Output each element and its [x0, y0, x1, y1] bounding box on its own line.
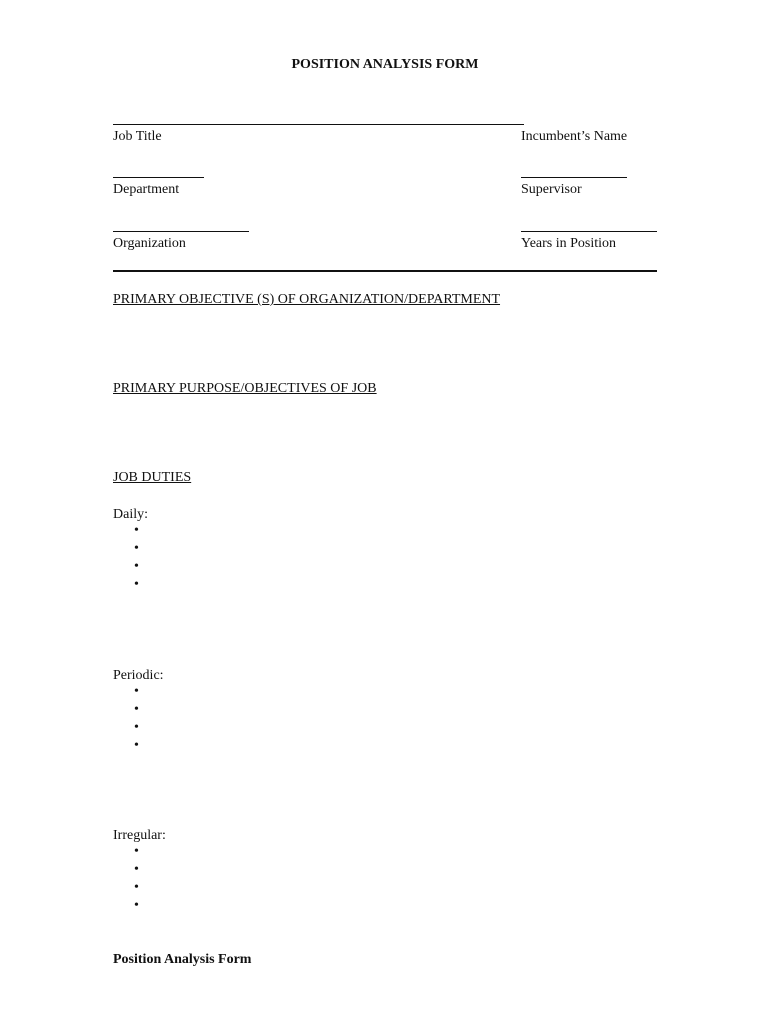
- irregular-bullet-2: •: [134, 862, 139, 877]
- periodic-bullet-2: •: [134, 702, 139, 717]
- periodic-bullet-1: •: [134, 684, 139, 699]
- job-title-line[interactable]: [113, 124, 524, 125]
- department-line[interactable]: [113, 177, 204, 178]
- job-title-label: Job Title: [113, 129, 162, 144]
- supervisor-label: Supervisor: [521, 182, 582, 197]
- page-title: POSITION ANALYSIS FORM: [291, 57, 479, 72]
- footer-title: Position Analysis Form: [113, 952, 252, 967]
- daily-bullet-4: •: [134, 577, 139, 592]
- irregular-label: Irregular:: [113, 828, 166, 843]
- daily-bullet-1: •: [134, 523, 139, 538]
- years-line[interactable]: [521, 231, 657, 232]
- department-label: Department: [113, 182, 180, 197]
- primary-objective-heading: PRIMARY OBJECTIVE (S) OF ORGANIZATION/DEPARTMENT: [113, 292, 501, 307]
- daily-bullet-3: •: [134, 559, 139, 574]
- daily-bullet-2: •: [134, 541, 139, 556]
- job-duties-heading: JOB DUTIES: [113, 470, 192, 485]
- supervisor-line[interactable]: [521, 177, 627, 178]
- daily-label: Daily:: [113, 507, 148, 522]
- irregular-bullet-1: •: [134, 844, 139, 859]
- periodic-label: Periodic:: [113, 668, 164, 683]
- primary-purpose-heading: PRIMARY PURPOSE/OBJECTIVES OF JOB: [113, 381, 377, 396]
- separator-rule: [113, 270, 657, 272]
- organization-label: Organization: [113, 236, 186, 251]
- periodic-bullet-3: •: [134, 720, 139, 735]
- periodic-bullet-4: •: [134, 738, 139, 753]
- organization-line[interactable]: [113, 231, 249, 232]
- incumbent-name-label: Incumbent’s Name: [521, 129, 628, 144]
- irregular-bullet-4: •: [134, 898, 139, 913]
- years-in-position-label: Years in Position: [521, 236, 617, 251]
- irregular-bullet-3: •: [134, 880, 139, 895]
